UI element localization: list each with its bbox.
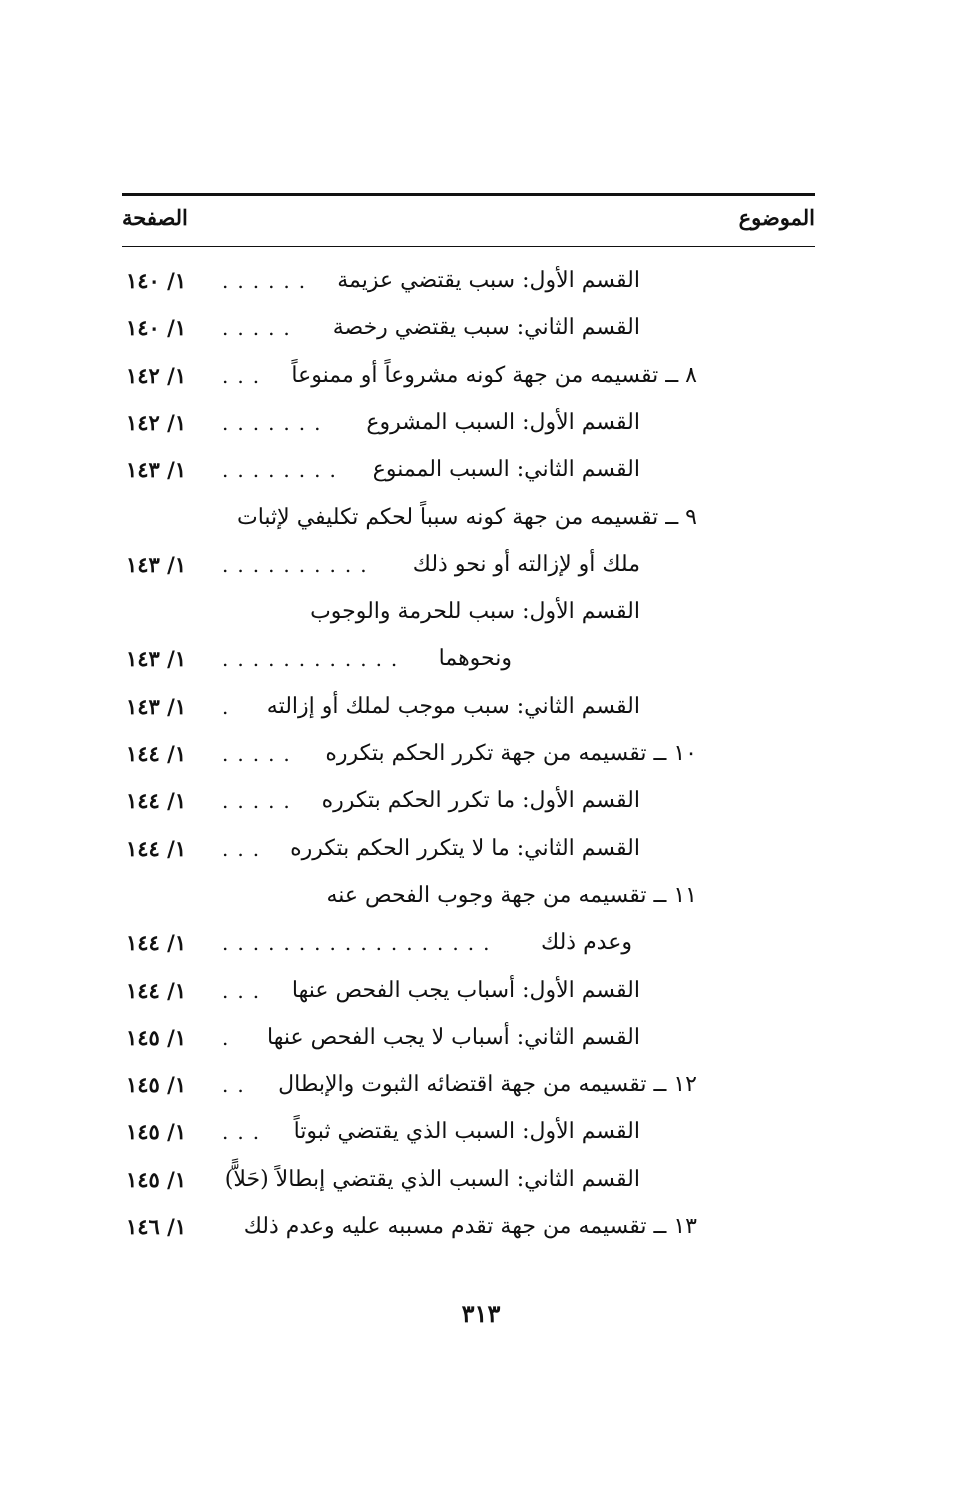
toc-row [0,542,962,588]
toc-row [0,636,962,682]
toc-entry-title: وعدم ذلك [541,930,632,956]
toc-entry-title: القسم الثاني: أسباب لا يجب الفحص عنها [267,1024,640,1050]
header-top-rule [122,193,815,196]
toc-page-ref: ١/ ١٤٣ [126,693,187,719]
toc-entry-title: القسم الثاني: السبب الممنوع [372,457,640,483]
dot-leader: . [222,1025,238,1050]
toc-page-ref: ١/ ١٤٠ [126,268,187,293]
toc-page-ref: ١/ ١٤٥ [126,1024,187,1050]
toc-page-ref: ١/ ١٤٥ [126,1072,187,1098]
dot-leader: ... [222,363,269,388]
toc-entry-title: القسم الثاني: سبب موجب لملك أو إزالته [266,693,640,719]
dot-leader: . [222,694,238,719]
header-bottom-rule [122,246,815,247]
column-header-page: الصفحة [122,205,188,230]
toc-entry-title: ٨ ــ تقسيمه من جهة كونه مشروعاً أو ممنوعاً [291,362,697,388]
toc-row [0,400,962,446]
toc-row [0,1157,962,1203]
toc-row [0,589,962,635]
toc-page-ref: ١/ ١٤٤ [126,835,187,861]
toc-entry-title: القسم الثاني: ما لا يتكرر الحكم بتكرره [290,835,640,861]
column-header-topic: الموضوع [738,205,815,230]
toc-row [0,826,962,872]
dot-leader: ........ [222,458,345,483]
toc-page-ref: ١/ ١٤٤ [126,741,187,766]
dot-leader: ... [222,1120,269,1145]
toc-page-ref: ١/ ١٤٣ [126,551,187,577]
dot-leader: .......... [222,552,376,577]
toc-row [0,778,962,824]
dot-leader: ..... [222,789,299,814]
toc-row [0,353,962,399]
toc-row [0,305,962,351]
dot-leader: .................. [222,931,499,956]
dot-leader: ..... [222,742,299,766]
toc-entry-title: القسم الأول: سبب للحرمة والوجوب [310,599,640,625]
toc-page-ref: ١/ ١٤٢ [126,362,187,388]
dot-leader: ... [222,836,269,861]
page-number: ٣١٣ [461,1299,501,1328]
dot-leader: ............ [222,647,407,672]
toc-page-ref: ١/ ١٤٣ [126,646,187,672]
toc-entry-title: القسم الأول: السبب المشروع [366,409,640,435]
toc-row [0,1204,962,1250]
toc-entry-title: القسم الأول: سبب يقتضي عزيمة [337,268,640,293]
toc-entry-title: ونحوهما [438,646,512,672]
toc-row [0,1109,962,1155]
toc-entry-title: ١٢ ــ تقسيمه من جهة اقتضائه الثبوت والإبطال [278,1072,697,1098]
toc-row [0,920,962,966]
toc-entry-title: ١٣ ــ تقسيمه من جهة تقدم مسببه عليه وعدم ذلك [243,1214,697,1239]
dot-leader: ..... [222,316,299,341]
toc-row [0,495,962,541]
toc-page-ref: ١/ ١٤٤ [126,977,187,1003]
toc-page-ref: ١/ ١٤٢ [126,409,187,435]
toc-entry-title: ٩ ــ تقسيمه من جهة كونه سبباً لحكم تكليفي لإثبات [236,504,697,530]
toc-page-ref: ١/ ١٤٥ [126,1119,187,1145]
toc-entry-title: القسم الأول: ما تكرر الحكم بتكرره [321,788,640,814]
dot-leader: ... [222,978,269,1003]
toc-entry-title: القسم الأول: السبب الذي يقتضي ثبوتاً [293,1119,640,1145]
toc-page-ref: ١/ ١٤٠ [126,315,187,341]
toc-row [0,258,962,304]
toc-page-ref: ١/ ١٤٤ [126,930,187,956]
toc-entry-title: القسم الأول: أسباب يجب الفحص عنها [291,977,640,1003]
toc-row [0,1015,962,1061]
dot-leader: .. [222,1073,253,1098]
toc-entry-title: القسم الثاني: سبب يقتضي رخصة [332,315,640,341]
toc-row [0,684,962,730]
toc-entry-title: ١٠ ــ تقسيمه من جهة تكرر الحكم بتكرره [325,741,697,766]
toc-row [0,1062,962,1108]
toc-row [0,968,962,1014]
toc-entry-title: ١١ ــ تقسيمه من جهة وجوب الفحص عنه [326,882,697,908]
toc-entry-title: ملك أو لإزالته أو نحو ذلك [412,551,640,577]
toc-page-ref: ١/ ١٤٤ [126,788,187,814]
dot-leader: ...... [222,269,315,293]
dot-leader: ....... [222,410,330,435]
toc-page-ref: ١/ ١٤٦ [126,1214,187,1239]
toc-row [0,731,962,777]
toc-entry-title: القسم الثاني: السبب الذي يقتضي إبطالاً (حَلاًّ) [224,1166,640,1192]
toc-row [0,873,962,919]
toc-page-ref: ١/ ١٤٥ [126,1166,187,1192]
toc-row [0,447,962,493]
toc-page-ref: ١/ ١٤٣ [126,457,187,483]
